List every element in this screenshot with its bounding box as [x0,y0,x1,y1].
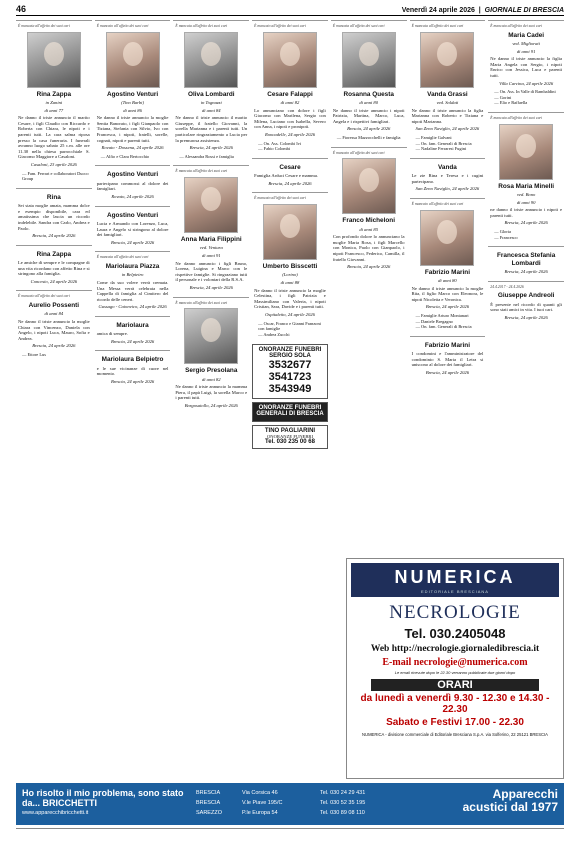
condolence-list [175,154,247,160]
notice-location-date: Brescia, 24 aprile 2026 [504,268,548,274]
ad-generali[interactable] [252,402,328,421]
ad-sola[interactable] [252,344,328,399]
portrait-photo [184,177,238,233]
column-2 [95,20,171,778]
notice-location-date: Brescia, 24 aprile 2026 [110,239,155,245]
ad-pagliarini-title: TINO PAGLIARINI [264,427,316,434]
obituary-notice [16,20,92,186]
notice-body: Ne danno il triste annuncio la moglie Celestina, i figli Patrizia e Massimiliano con Valeria, i nipoti Cristian, Sara, Davide e i parenti tutti. [254,287,326,310]
deceased-name: Fabrizio Marini [424,341,470,349]
name-subtitle: in Zanini [45,100,63,105]
notice-location-date: Brescia, 24 aprile 2026 [189,284,233,290]
age: di anni 80 [359,100,379,105]
obituary-notice [16,188,92,243]
notice-caption: È mancata all'affetto dei suoi cari [490,115,543,120]
page-header [16,4,564,16]
condolence-item: — Nadaline Ferraresi Fugini [415,146,467,152]
notice-body: Ne danno annuncio i figli Bruno, Lorena, Luigina e Marco con le rispettive famiglie. Si ringraziano tutti il personale e i volontari della R.S.A. [175,260,248,283]
notice-location-date: Brescia, 24 aprile 2026 [504,220,548,226]
necrologie-note: Le email ricevute dopo le 22.30 verranno pubblicate due giorni dopo [394,670,516,675]
notice-body: I condomini e l'amministratore del condominio S. Maria il Letra si uniscono al dolore dei famigliari. [411,351,484,368]
name-subtitle: ved. Migliorati [512,41,540,46]
notice-body: Sei stata moglie amata, mamma dolce e esempio disponibile, cara ed amatissima che lascia un ricordo indelebile. Sandra con Carlo, Andrea e Paolo. [18,203,90,231]
deceased-name: Agostino Venturi [107,171,159,179]
age: di anni 88 [280,279,300,285]
shop-tel: Tel. 030 89 08 110 [320,810,365,816]
portrait-photo [420,32,474,88]
notice-caption: È mancata all'affetto dei suoi cari [175,24,228,28]
notice-caption: È mancata all'affetto dei suoi cari [96,255,149,260]
condolence-list [18,352,90,358]
obituary-notice [252,192,328,341]
bricchetti-banner[interactable] [16,783,564,825]
obituary-notice [252,158,328,191]
deceased-name: Mariolaura Belpietro [101,356,164,364]
age: di anni 90 [516,199,536,205]
notice-caption: È mancata all'affetto dei suoi cari [332,24,385,28]
notice-caption: È mancato all'affetto dei suoi cari [411,201,464,206]
shop-tel: Tel. 030 52 35 195 [320,800,366,806]
condolence-item: — Alfio e Clara Bertocchio [100,153,150,159]
banner-right-2: acustici dal 1977 [462,800,558,814]
notice-caption: È mancato all'affetto dei suoi cari [332,150,385,155]
condolence-item: — On. Ass. In Valle di Rambaldini [494,89,556,95]
banner-headline: Ho risolto il mio problema, sono stato da... BRICCHETTI [22,788,184,808]
condolence-list [490,89,562,106]
notice-body: amica di sempre. [96,331,128,337]
ad-pagliarini[interactable] [252,425,328,450]
obituary-notice [331,20,407,145]
notice-body: Le zie Rina e Teresa e i cugini partecipano. [411,173,484,184]
notice-caption: È mancata all'affetto dei suoi cari [18,24,70,28]
notice-location-date: Brescia, 24 aprile 2026 [32,343,76,349]
obituary-notice [16,290,92,361]
condolence-list [97,154,169,160]
ad-sola-phone: 3541723 [268,371,312,384]
notice-caption: È mancato all'affetto dei suoi cari [96,24,149,28]
deceased-name: Vanda Grassi [427,90,468,98]
obituary-notice [410,198,486,334]
portrait-photo [27,32,81,88]
notice-body: Come da suo volere verrà cremata. Una Messa verrà celebrata nella Cappella di famiglia al Cimitero del ricordo delle ceneri. [96,279,169,302]
condolence-item: — Gloria [494,228,511,234]
banner-shops [192,783,402,825]
deceased-name: Agostino Venturi [107,90,159,98]
condolence-list [412,313,484,330]
condolence-item: — On. fam. Generali di Brescia [415,324,472,330]
notice-body: Lo annunciano con dolore i figli Giacomo con Marilena, Sergio con Milena, Luciano con Isabella, Severo con Anna, i nipoti e pronipoti. [254,107,326,130]
condolence-list [333,135,405,141]
notice-location-date: Borgosatollo, 24 aprile 2026 [184,402,238,408]
notice-caption: 24.4.2017 - 24.4.2026 [490,284,524,289]
condolence-item: — Gorini [494,94,512,100]
condolence-list [412,135,484,152]
notice-caption: È mancato all'affetto dei suoi cari [254,24,306,28]
obituary-notice [252,20,328,156]
deceased-name: Cesare Falappi [267,90,313,98]
deceased-name: Anna Maria Filippini [180,235,242,243]
obituary-notice [95,350,171,388]
notice-location-date: Brescia, 24 aprile 2026 [504,314,548,320]
orari-weekdays: da lunedì a venerdì 9.30 - 12.30 e 14.30 - 22.30 [360,693,550,715]
ad-sola-phone: 3543949 [268,383,312,396]
deceased-name: Rina Zappa [36,90,72,98]
column-4 [252,20,328,778]
ad-pagliarini-phone: Tel. 030 235 00 68 [265,438,315,445]
deceased-name: Rosanna Questa [343,90,394,98]
deceased-name: Sergio Presolana [185,367,238,375]
obituary-notice [173,297,249,413]
age: di anni 91 [516,48,536,54]
condolence-item: — Fioressa Mazzocchelli e famiglia [336,134,401,140]
header-right: Venerdì 24 aprile 2026 | GIORNALE DI BRESCIA [401,7,564,14]
ad-generali-title: ONORANZE FUNEBRI GENERALI DI BRESCIA [256,405,324,418]
notice-location-date: Brescia, 24 aprile 2026 [347,126,391,132]
notice-body: Le amiche di sempre e le compagne di una vita ricordano con affetto Rina e si stringono alla famiglia. [18,260,90,277]
condolence-item: — Fabio Colombi [258,146,291,152]
name-subtitle: (Lorino) [282,272,298,278]
obituary-notice [488,281,564,325]
age: di anni 91 [201,252,221,258]
obituary-notice [488,112,564,244]
obituary-notice [95,251,171,314]
numerica-logo: NUMERICA [351,563,559,589]
deceased-name: Aurelio Possenti [28,302,80,310]
notice-location-date: Brescia, 24 aprile 2026 [110,338,155,344]
notice-caption: È mancato all'affetto dei suoi cari [254,196,306,201]
necrologie-footer: NUMERICA - divisione commerciale di Editoriale Bresciana S.p.A. via Solferino, 22 25121 BRESCIA [362,732,548,737]
banner-website[interactable]: www.apparecchibricchetti.it [22,810,89,816]
obituary-notice [95,316,171,349]
notice-location-date: Brescia, 24 aprile 2026 [110,379,155,385]
condolence-list [254,141,326,152]
obituary-notice [331,147,407,274]
notice-location-date: Brescia, 24 aprile 2026 [189,145,233,151]
deceased-name: Oliva Lombardi [188,90,235,98]
name-subtitle: ved. Bono [516,191,536,197]
notice-body: e le sue vicinanze di cuore nel momento. [96,365,169,377]
portrait-photo [184,308,238,364]
condolence-item: — Andrea Zucchi [258,331,290,337]
name-subtitle: in Belpietro [121,272,144,278]
notice-caption: È mancato all'affetto dei suoi cari [175,300,228,305]
portrait-photo [420,210,474,266]
notice-body: ne danno il triste annuncio i nipoti e parenti tutti. [490,207,562,218]
condolence-item: — On. fam. Generali di Brescia [415,140,472,146]
deceased-name: Franco Micheloni [342,217,395,225]
name-subtitle: ved. Soldati [436,100,459,105]
deceased-name: Vanda [438,163,457,171]
obituary-notice [410,20,486,156]
shop-city: SAREZZO [196,810,222,816]
notice-caption: È mancata all'affetto dei suoi cari [175,169,228,174]
age: di anni 84 [201,107,221,113]
notice-body: Ne danno il triste annuncio la mamma Piera, il papà Luigi, la sorella Marco e i parenti tutti. [175,384,248,401]
notice-body: Lucia e Armando con Lorenzo, Luca, Laura e Angelo si stringono al dolore dei famigliari. [96,220,169,238]
page-number: 46 [16,4,27,14]
notice-location-date: Roncadelle, 24 aprile 2026 [264,131,315,137]
condolence-item: — Fam. Ferrari e collaboratori Ducco Group [22,170,89,182]
portrait-photo [184,32,238,88]
shop-city: BRESCIA [196,790,221,796]
condolence-item: — Famiglie Galvani [415,134,452,140]
notice-location-date: Brescia, 24 aprile 2026 [32,233,76,239]
obituary-notice [173,20,249,163]
newspaper-name: GIORNALE DI BRESCIA [484,7,564,14]
condolence-item: — Ettore Lus [22,352,46,358]
name-subtitle: in Tognazzi [200,100,222,105]
obituary-notice [488,20,564,110]
shop-tel: Tel. 030 24 29 431 [320,790,366,796]
deceased-name: Agostino Venturi [107,211,159,219]
obituary-notice [410,158,486,196]
deceased-name: Umberto Bisscetti [262,262,318,270]
age: di anni 77 [44,107,64,113]
notice-body: Ne danno il triste annuncio la moglie Sentia Banorato, i figli Gianpaolo con Tiziana, Stefania con Silvio, Ivo con Francesca, i nipoti, fratelli, sorelle, cognati, nipoti e parenti tutti. [96,115,169,143]
portrait-photo [342,158,396,214]
notice-caption: È mancata all'affetto dei suoi cari [490,24,543,28]
column-1 [16,20,92,778]
notice-body: Famiglia Arduci Cesare e mamma. [254,173,319,179]
notice-location-date: Brescia, 24 aprile 2026 [425,304,470,310]
ad-pagliarini-sub: ONORANZE FUNEBRI [266,434,314,440]
deceased-name: Giuseppe Andreoli [497,292,555,300]
page-footer [16,828,564,834]
deceased-name: Francesca Stefania Lombardi [497,252,556,267]
notice-body: Ne danno il triste annuncio la moglie Chiara con Vincenzo, Daniela con Angelo, i nipoti Luca, Mauro, Sofia e Andrea. [18,319,90,341]
notice-location-date: Villa Carcina, 24 aprile 2026 [499,80,554,86]
notice-location-date: Brescia, 24 aprile 2026 [425,369,470,375]
necrologie-ad [346,558,564,779]
notice-location-date: San Zeno Naviglio, 24 aprile 2026 [415,186,480,192]
deceased-name: Maria Cadei [508,31,545,39]
orari-weekend: Sabato e Festivi 17.00 - 22.30 [386,717,524,728]
age: di anni 82 [201,376,221,382]
necrologie-tel: Tel. 030.2405048 [404,626,506,641]
notice-body: Con profondo dolore lo annunciano la moglie Maria Rosa, i figli Marcello con Monica, Paolo con Gianpaolo, i nipoti Francesco, Federico, Camilla, il fratello Giovanni. [332,234,405,262]
obituary-notice [173,165,249,294]
deceased-name: Mariolaura [116,321,149,329]
deceased-name: Rina [46,193,61,201]
obituary-notice [95,165,171,203]
condolence-item: — Elio e Raffaella [494,100,528,106]
banner-headline-block [16,783,192,825]
obituary-notice [410,336,486,380]
notice-location-date: Brescia, 24 aprile 2026 [268,180,312,186]
condolence-item: — Famiglie Arturo Montanari [415,312,469,318]
deceased-name: Fabrizio Marini [424,268,470,276]
ad-sola-phone: 3532677 [268,359,312,372]
notice-body: Ne danno il triste annuncio i nipoti Patrizia, Martina, Marco, Luca, Angela e i rispettivi famigliari. [332,107,405,124]
notice-body: È presente nel ricordo di quanti gli sono stati amici in vita. I tuoi cari. [490,301,562,313]
condolence-item: — Alessandra Rossi e famiglia [179,153,234,159]
age: di anni 86 [123,107,142,113]
shop-address: V.le Piave 195/C [242,800,283,806]
banner-right [402,783,564,825]
shop-address: Via Corsica 46 [242,790,278,796]
notice-location-date: Concesio, 24 aprile 2026 [30,278,78,284]
numerica-logo-sub: EDITORIALE BRESCIANA [351,589,559,597]
portrait-photo [499,124,553,180]
obituary-notice [95,20,171,163]
condolence-list [254,321,326,338]
portrait-photo [342,32,396,88]
notice-location-date: San Zeno Naviglio, 24 aprile 2026 [415,126,480,132]
notice-body: partecipano commossi al dolore dei famigliari. [96,180,169,192]
age: di anni 84 [44,311,64,317]
notice-body: Ne danno il triste annuncio la figlia Maria Angela con Sergio, i nipoti Enrico con Jessica, Luca e parenti tutti. [490,56,562,78]
orari-label: ORARI [371,679,539,691]
notice-location-date: Casaloni, 23 aprile 2026 [30,161,77,167]
deceased-name: Mariolaura Piazza [105,262,160,270]
shop-city: BRESCIA [196,800,221,806]
condolence-list [490,229,562,240]
notice-location-date: Ospitaletto, 24 aprile 2026 [265,311,315,317]
notice-location-date: Gussago - Caionvico, 24 aprile 2026 [98,304,167,310]
necrologie-title: NECROLOGIE [389,602,521,623]
notice-caption: È mancata all'affetto dei suoi cari [411,24,464,28]
portrait-photo [106,32,160,88]
notice-location-date: Brescia, 24 aprile 2026 [347,264,391,270]
condolence-list [18,171,90,182]
condolence-item: — Francesco [494,234,518,240]
notice-body: Ne danno il triste annuncio la figlia Marianna con Roberto e Tiziana e nipoti Marianna. [411,107,484,124]
obituary-notice [95,206,171,250]
age: di anni 80 [438,277,457,283]
necrologie-web[interactable]: Web http://necrologie.giornaledibrescia.it [370,644,540,654]
obituary-notice [488,246,564,278]
deceased-name: Rina Zappa [36,250,72,258]
deceased-name: Cesare [279,163,301,171]
notice-location-date: Rovato, 24 aprile 2026 [111,193,154,199]
necrologie-mail[interactable]: E-mail necrologie@numerica.com [382,657,528,668]
banner-right-1: Apparecchi [492,787,558,801]
age: di anni 85 [359,226,379,232]
header-date: Venerdì 24 aprile 2026 [401,7,475,14]
condolence-item: — On. Ass. Colombi Ivi [258,140,302,146]
notice-caption: È mancato all'affetto dei suoi cari [18,294,70,299]
name-subtitle: ved. Ventura [199,245,223,251]
notice-location-date: Rovato - Dossena, 24 aprile 2026 [101,145,164,151]
portrait-photo [263,204,317,260]
obituary-notice [16,245,92,289]
deceased-name: Rosa Maria Minelli [498,182,555,190]
age: di anni 82 [280,100,300,105]
notice-body: Ne danno il triste annuncio il marito Giuseppe, il fratello Giovanni, la sorella Marianna e i parenti tutti. Un particolare ringraziamento a Lucia per la premurosa assistenza. [175,115,248,143]
shop-address: P.le Europa 54 [242,810,278,816]
portrait-photo [263,32,317,88]
notice-body: Ne danno il triste annuncio la moglie Rita, il figlio Marco con Eleonora, le nipoti Nicoletta e Veronica. [411,285,484,302]
column-3 [173,20,249,778]
ad-sola-title: ONORANZE FUNEBRI SERGIO SOLA [258,347,322,359]
notice-body: Ne danno il triste annuncio il marito Cesare, i figli Claudio con Riccardo e Roberta con Chiara, le nipoti e i parenti tutti. La cara salma riposa presso la casa funeraria. I funerali avranno luogo sabato 25 c.m. alle ore 11.30 nella chiesa parrocchiale S. Giacomo Maggiore a Casaloni. [18,115,90,160]
condolence-item: — Oscar, Franco e Gianni Franzoni con famiglie [258,320,321,332]
condolence-item: — Daniele Bregagno [415,318,453,324]
name-subtitle: (Tino Barbi) [121,100,144,105]
